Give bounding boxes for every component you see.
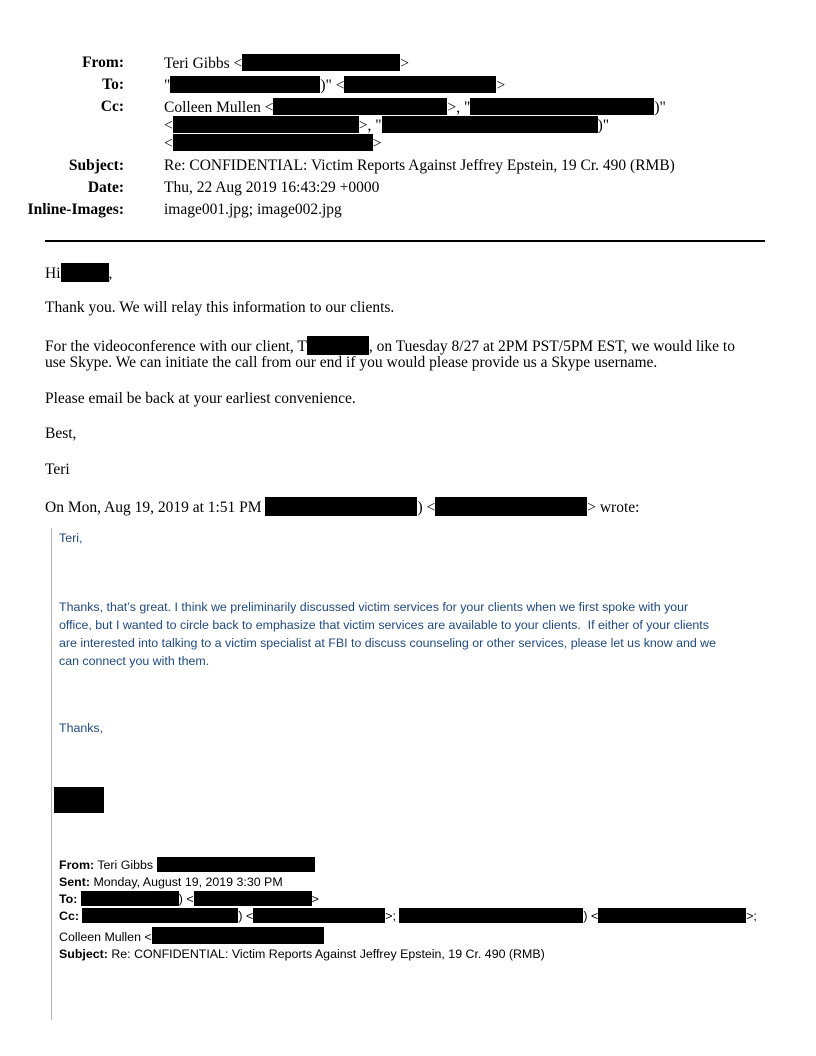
quoted-from-row: [59, 857, 771, 873]
subject-value: Re: CONFIDENTIAL: Victim Reports Against Jeffrey Epstein, 19 Cr. 490 (RMB): [164, 157, 675, 174]
paragraph-2-line-2: use Skype. We can initiate the call from our end if you would please provide us a Skype username.: [45, 354, 658, 371]
to-value: [164, 76, 505, 95]
quoted-to-row: [59, 891, 771, 907]
to-separator: )" <: [320, 77, 345, 94]
quoted-paragraph-line: Thanks, that’s great. I think we preliminarily discussed victim services for your clients when we first spoke with your: [59, 600, 689, 614]
cc-separator: >, ": [358, 117, 382, 134]
quoted-paragraph-line: office, but I wanted to circle back to emphasize that victim services are available to your clients. If either of your clients: [59, 618, 709, 632]
signoff: Best,: [45, 425, 77, 442]
redaction-box: [81, 891, 179, 906]
quoted-cc-separator: ) <: [583, 909, 599, 923]
quoted-paragraph-line: can connect you with them.: [59, 654, 210, 668]
quoted-paragraph-line: are interested into talking to a victim specialist at FBI to discuss counseling or other services, please let us know and we: [59, 636, 717, 650]
quoted-cc-row: [59, 908, 771, 924]
inline-images-value: image001.jpg; image002.jpg: [164, 201, 342, 218]
quoted-to-label: To:: [59, 892, 78, 906]
from-label: From:: [82, 54, 124, 71]
redacted-signature: [54, 787, 104, 813]
redaction-box: [265, 497, 417, 516]
quoted-cc-label: Cc:: [59, 909, 79, 923]
cc-value-line3: [164, 134, 382, 153]
redaction-box: [435, 497, 587, 516]
to-quote: ": [164, 77, 171, 94]
quote-intro: [45, 497, 765, 517]
greeting-text: Hi: [45, 265, 61, 282]
redaction-box: [470, 98, 654, 115]
quoted-paragraph: [59, 598, 771, 670]
paragraph-1: Thank you. We will relay this information to our clients.: [45, 299, 395, 316]
signature: Teri: [45, 461, 70, 478]
quoted-to-separator: ) <: [178, 892, 194, 906]
redaction-box: [242, 54, 400, 71]
paragraph-2-line-1: [45, 336, 765, 356]
cc-separator: >, ": [447, 99, 471, 116]
quoted-from-label: From:: [59, 858, 95, 872]
quoted-to-bracket: >: [311, 892, 319, 906]
header-divider: [45, 240, 765, 242]
cc-value-line2: [164, 116, 609, 135]
quote-intro-text: On Mon, Aug 19, 2019 at 1:51 PM: [45, 499, 262, 516]
inline-images-label: Inline-Images:: [27, 201, 124, 218]
redaction-box: [61, 263, 109, 282]
redaction-box: [598, 908, 746, 923]
quoted-cc-name: Colleen Mullen <: [59, 930, 152, 944]
quoted-cc-separator: >;: [385, 909, 396, 923]
redaction-box: [253, 908, 385, 923]
quote-intro-wrote: > wrote:: [587, 499, 640, 516]
redaction-box: [307, 336, 369, 355]
quoted-cc-row-2: [59, 927, 771, 945]
quoted-sent-value: Monday, August 19, 2019 3:30 PM: [93, 875, 283, 889]
from-value: [164, 54, 409, 73]
quote-intro-separator: ) <: [417, 499, 436, 516]
paragraph-3: Please email be back at your earliest convenience.: [45, 390, 356, 407]
quoted-subject-label: Subject:: [59, 947, 108, 961]
redaction-box: [152, 927, 324, 944]
redaction-box: [82, 908, 238, 923]
redaction-box: [273, 98, 447, 115]
to-label: To:: [102, 76, 124, 93]
quoted-from-value: Teri Gibbs: [97, 858, 154, 872]
quoted-thanks: Thanks,: [59, 721, 104, 735]
redaction-box: [194, 891, 312, 906]
to-bracket: >: [496, 77, 506, 94]
redaction-box: [173, 134, 373, 151]
date-value: Thu, 22 Aug 2019 16:43:29 +0000: [164, 179, 380, 196]
date-label: Date:: [87, 179, 124, 196]
subject-label: Subject:: [68, 157, 124, 174]
cc-bracket-close: >: [372, 135, 382, 152]
from-name: Teri Gibbs <: [164, 55, 243, 72]
quoted-subject-row: [59, 946, 771, 962]
cc-quote-close: )": [597, 117, 610, 134]
cc-label: Cc:: [100, 98, 124, 115]
quote-bar: [51, 528, 52, 1020]
redaction-box: [170, 76, 320, 93]
redaction-box: [382, 116, 598, 133]
redaction-box: [399, 908, 583, 923]
redaction-box: [173, 116, 359, 133]
cc-quote-close: )": [654, 99, 666, 116]
redaction-box: [344, 76, 496, 93]
paragraph-2-text: For the videoconference with our client, T: [45, 338, 307, 355]
quoted-cc-separator: ) <: [238, 909, 254, 923]
greeting: [45, 263, 765, 283]
cc-value: [164, 98, 666, 117]
quoted-subject-value: Re: CONFIDENTIAL: Victim Reports Against Jeffrey Epstein, 19 Cr. 490 (RMB): [111, 947, 545, 961]
from-bracket: >: [400, 55, 410, 72]
cc-bracket: <: [164, 135, 173, 152]
redaction-box: [157, 857, 315, 872]
quoted-cc-end: >;: [746, 909, 757, 923]
paragraph-2-text: , on Tuesday 8/27 at 2PM PST/5PM EST, we would like to: [368, 338, 735, 355]
quoted-sent-row: [59, 874, 771, 890]
cc-name: Colleen Mullen <: [164, 99, 274, 116]
cc-bracket: <: [164, 117, 173, 134]
greeting-comma: ,: [108, 265, 113, 282]
quoted-sent-label: Sent:: [59, 875, 90, 889]
quoted-greeting: Teri,: [59, 531, 83, 545]
